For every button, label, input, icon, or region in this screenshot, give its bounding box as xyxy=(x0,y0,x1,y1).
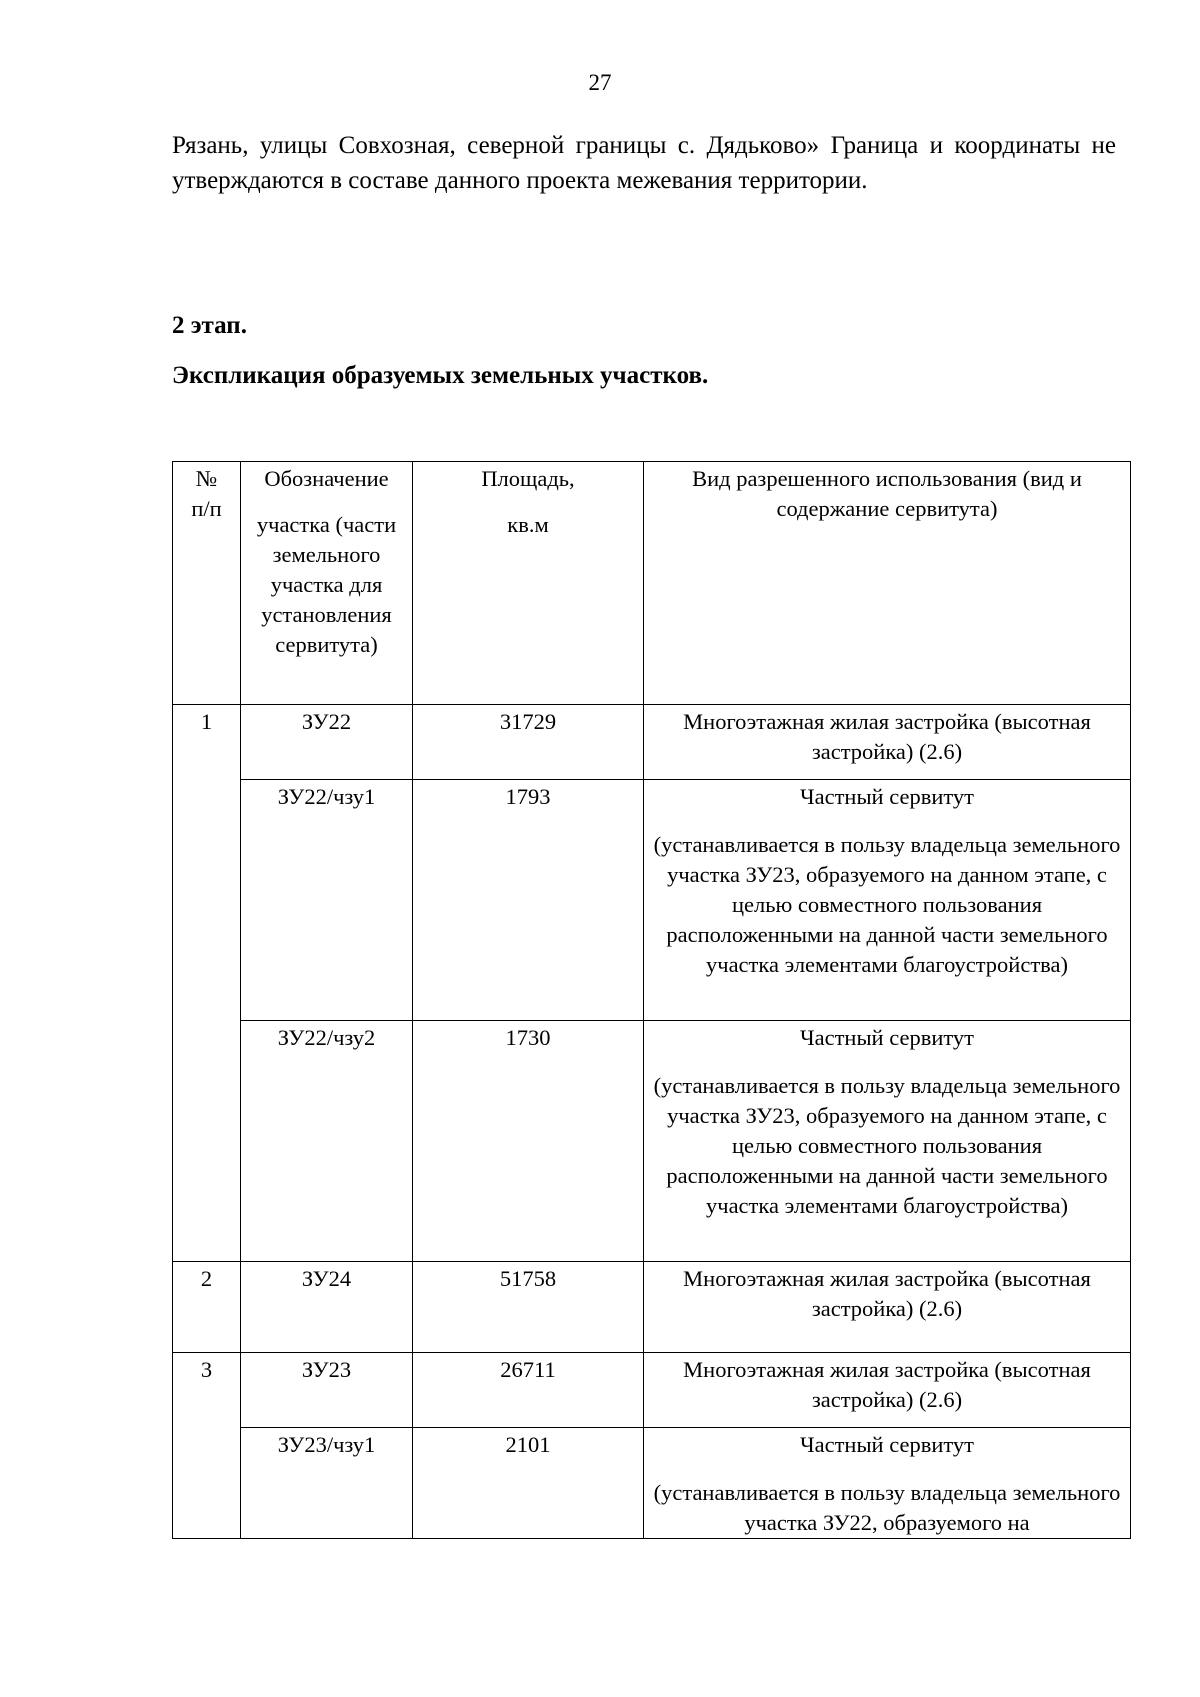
servitude-detail: (устанавливается в пользу владельца земельного участка ЗУ23, образуемого на данном этапе, с целью совместного пользования расположенными на данной части земельного участка элементами благоустройства) xyxy=(653,1073,1121,1218)
row-area: 51758 xyxy=(413,1262,644,1353)
servitude-title: Частный сервитут xyxy=(799,1025,975,1050)
row-num: 3 xyxy=(173,1353,241,1539)
servitude-detail: (устанавливается в пользу владельца земельного участка ЗУ22, образуемого на xyxy=(653,1480,1121,1535)
table-header-row xyxy=(173,462,1131,705)
intro-paragraph: Рязань, улицы Совхозная, северной границы с. Дядьково» Граница и координаты не утверждаются в составе данного проекта межевания территории. xyxy=(172,132,1116,194)
table-row xyxy=(173,1021,1131,1262)
row-usage: Многоэтажная жилая застройка (высотная застройка) (2.6) xyxy=(644,705,1131,780)
servitude-title: Частный сервитут xyxy=(799,784,975,809)
row-usage: Многоэтажная жилая застройка (высотная застройка) (2.6) xyxy=(644,1353,1131,1428)
row-designation: ЗУ23/чзу1 xyxy=(241,1428,413,1539)
row-num: 2 xyxy=(173,1262,241,1353)
row-designation: ЗУ22 xyxy=(241,705,413,780)
row-num: 1 xyxy=(173,705,241,1262)
row-usage: Многоэтажная жилая застройка (высотная застройка) (2.6) xyxy=(644,1262,1131,1353)
explication-table xyxy=(172,461,1131,1539)
table-row xyxy=(173,780,1131,1021)
row-area: 1793 xyxy=(413,780,644,1021)
header-designation: Обозначение участка (части земельного участка для установления сервитута) xyxy=(241,462,413,705)
row-usage xyxy=(644,780,1131,1021)
servitude-detail: (устанавливается в пользу владельца земельного участка ЗУ23, образуемого на данном этапе, с целью совместного пользования расположенными на данной части земельного участка элементами благоустройства) xyxy=(653,832,1121,977)
table-row xyxy=(173,1428,1131,1539)
row-area: 26711 xyxy=(413,1353,644,1428)
row-area: 1730 xyxy=(413,1021,644,1262)
table-row xyxy=(173,1262,1131,1353)
row-usage xyxy=(644,1021,1131,1262)
servitude-title: Частный сервитут xyxy=(799,1432,975,1457)
row-usage xyxy=(644,1428,1131,1539)
table-row xyxy=(173,705,1131,780)
stage-label: 2 этап. xyxy=(172,312,247,339)
row-designation: ЗУ24 xyxy=(241,1262,413,1353)
header-num: № п/п xyxy=(173,462,241,705)
table-row xyxy=(173,1353,1131,1428)
section-heading: Экспликация образуемых земельных участков. xyxy=(172,362,709,389)
header-area: Площадь, кв.м xyxy=(413,462,644,705)
row-area: 2101 xyxy=(413,1428,644,1539)
row-designation: ЗУ22/чзу2 xyxy=(241,1021,413,1262)
header-usage: Вид разрешенного использования (вид и содержание сервитута) xyxy=(644,462,1131,705)
row-designation: ЗУ23 xyxy=(241,1353,413,1428)
row-designation: ЗУ22/чзу1 xyxy=(241,780,413,1021)
page-number: 27 xyxy=(588,70,612,95)
row-area: 31729 xyxy=(413,705,644,780)
